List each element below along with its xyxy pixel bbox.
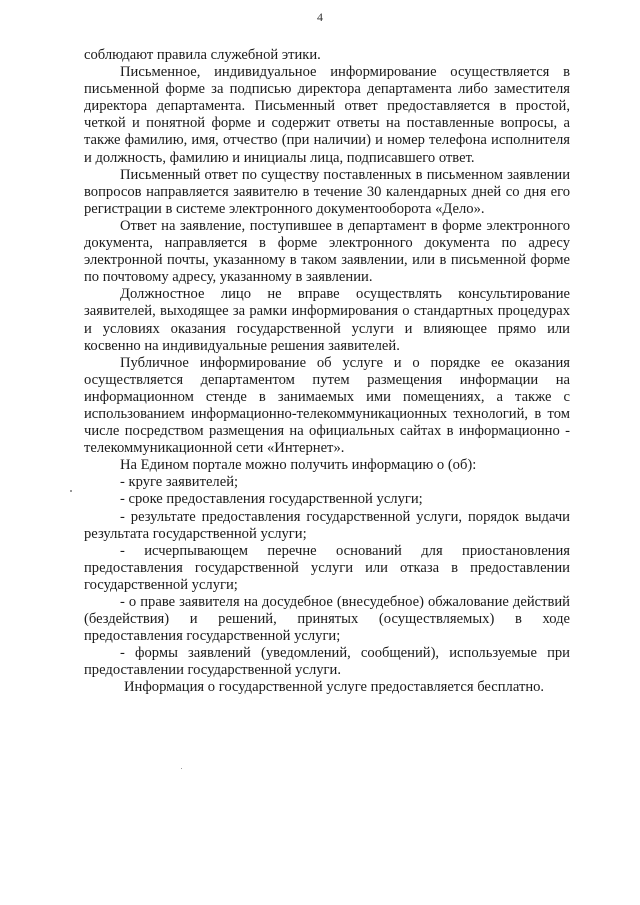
document-body — [84, 47, 570, 697]
scan-artifact-dot — [181, 768, 182, 769]
page-number: 4 — [317, 10, 323, 24]
paragraph-closing: Информация о государственной услуге предоставляется бесплатно. — [124, 679, 545, 696]
list-item: - сроке предоставления государственной услуги; — [120, 491, 423, 508]
paragraph-continuation: соблюдают правила служебной этики. — [84, 47, 321, 63]
paragraph-written-answer-deadline: Письменный ответ по существу поставленных в письменном заявлении вопросов направляется заявителю в течение 30 календарных дней со дня его регистрации в системе электронного документооборота «Дело». — [84, 166, 570, 217]
list-item: - формы заявлений (уведомлений, сообщений), используемые при предоставлении государственной услуги. — [84, 645, 570, 679]
list-item: - результате предоставления государственной услуги, порядок выдачи результата государственной услуги; — [84, 508, 570, 542]
paragraph-public-informing: Публичное информирование об услуге и о порядке ее оказания осуществляется департаментом путем размещения информации на информационном стенде в занимаемых ими помещениях, а также с использованием информационно-телекоммуникационных технологий, в том числе посредством размещения на официальных сайтах в информационно - телекоммуникационной сети «Интернет». — [84, 354, 570, 457]
margin-mark — [70, 490, 72, 492]
list-item: - круге заявителей; — [120, 474, 239, 491]
paragraph-electronic-answer: Ответ на заявление, поступившее в департамент в форме электронного документа, направляется в форме электронного документа по адресу электронной почты, указанному в таком заявлении, или в письменной форме по почтовому адресу, указанному в заявлении. — [84, 217, 570, 286]
paragraph-portal-intro: На Едином портале можно получить информацию о (об): — [120, 457, 477, 474]
list-item: - исчерпывающем перечне оснований для приостановления предоставления государственной услуги или отказа в предоставлении государственной услуги; — [84, 542, 570, 593]
paragraph-written-informing: Письменное, индивидуальное информирование осуществляется в письменной форме за подписью директора департамента либо заместителя директора департамента. Письменный ответ предоставляется в простой, четкой и понятной форме и содержит ответы на поставленные вопросы, а также фамилию, имя, отчество (при наличии) и номер телефона исполнителя и должность, фамилию и инициалы лица, подписавшего ответ. — [84, 64, 570, 166]
paragraph-consulting-limits: Должностное лицо не вправе осуществлять консультирование заявителей, выходящее за рамки информирования о стандартных процедурах и условиях оказания государственной услуги и влияющее прямо или косвенно на индивидуальные решения заявителей. — [84, 286, 570, 354]
list-item: - о праве заявителя на досудебное (внесудебное) обжалование действий (бездействия) и решений, принятых (осуществляемых) в ходе предоставления государственной услуги; — [84, 594, 570, 645]
